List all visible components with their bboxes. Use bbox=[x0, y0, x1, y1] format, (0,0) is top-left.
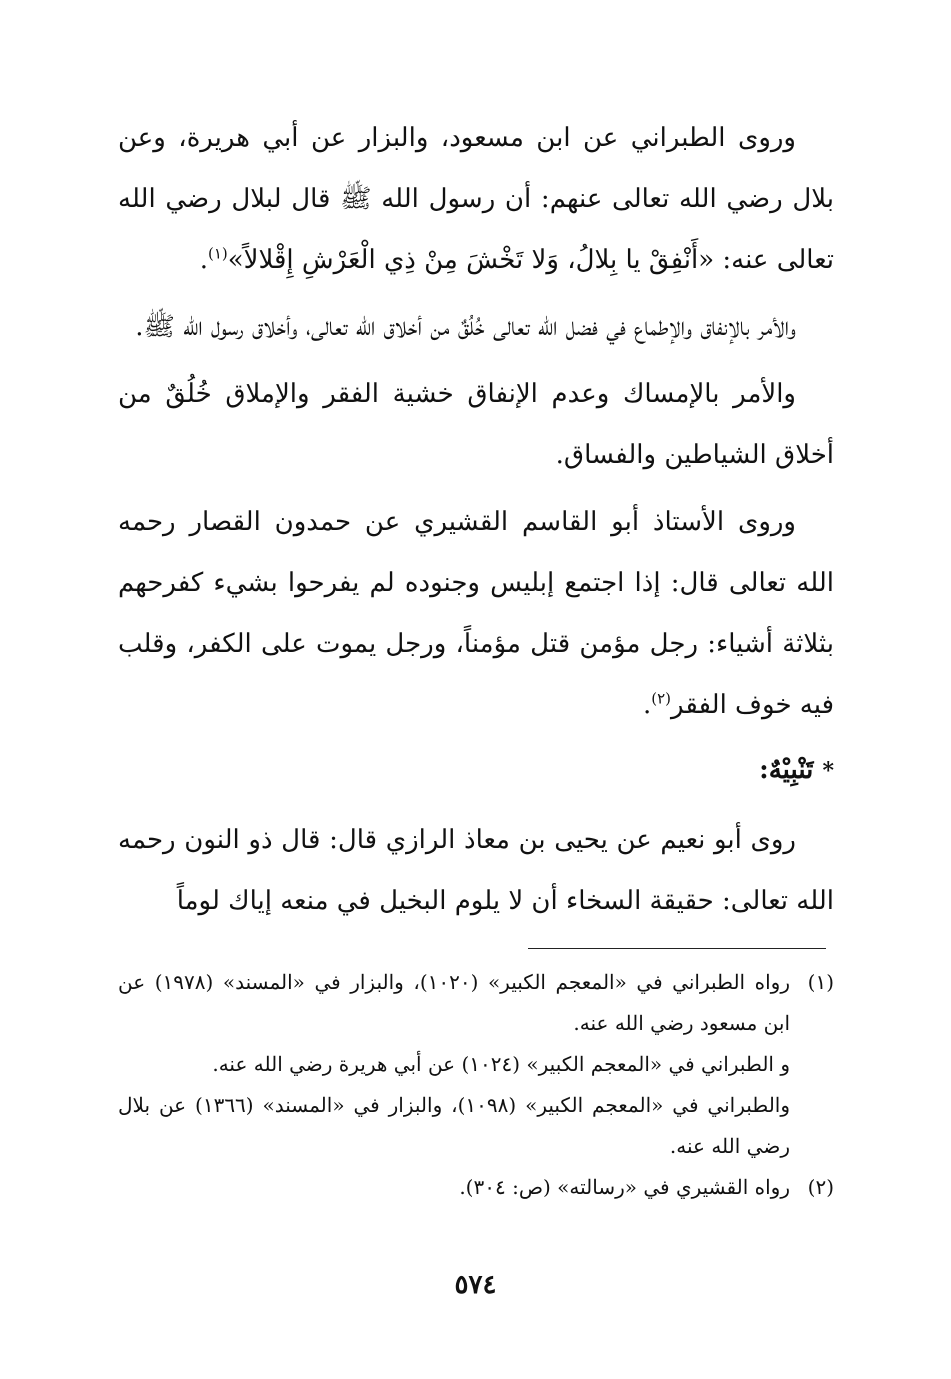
footnote-1-line-1: رواه الطبراني في «المعجم الكبير» (١٠٢٠)، والبزار في «المسند» (١٩٧٨) عن ابن مسعود رضي الله عنه. bbox=[118, 970, 790, 1035]
footnote-ref-1[interactable]: (١) bbox=[207, 244, 228, 263]
footnote-1 bbox=[118, 962, 834, 1044]
paragraph-4-text: وروى الأستاذ أبو القاسم القشيري عن حمدون القصار رحمه الله تعالى قال: إذا اجتمع إبليس وجنوده لم يفرحوا بشيء كفرحهم بثلاثة أشياء: رجل مؤمن قتل مؤمناً، ورجل يموت على الكفر، وقلب فيه خوف الفقر bbox=[118, 507, 834, 720]
paragraph-1-end: . bbox=[199, 245, 208, 275]
paragraph-1 bbox=[118, 108, 834, 291]
paragraph-5 bbox=[118, 810, 834, 932]
paragraph-4-end: . bbox=[642, 690, 652, 720]
paragraph-2 bbox=[118, 297, 834, 358]
star-icon: * bbox=[822, 758, 834, 784]
footnote-1-line-2: و الطبراني في «المعجم الكبير» (١٠٢٤) عن أبي هريرة رضي الله عنه. bbox=[212, 1052, 790, 1076]
paragraph-4 bbox=[118, 492, 834, 736]
paragraph-5-text: روى أبو نعيم عن يحيى بن معاذ الرازي قال: قال ذو النون رحمه الله تعالى: حقيقة السخاء أن لا يلوم البخيل في منعه إياك لوماً bbox=[118, 825, 834, 916]
notice-heading bbox=[118, 740, 834, 802]
paragraph-2-text: والأمر بالإنفاق والإطماع في فضل الله تعالى خُلُقٌ من أخلاق الله تعالى، وأخلاق رسول الله ﷺ. bbox=[135, 312, 796, 342]
paragraph-3-text: والأمر بالإمساك وعدم الإنفاق خشية الفقر والإملاق خُلُقٌ من أخلاق الشياطين والفساق. bbox=[118, 379, 834, 470]
paragraph-1-text: وروى الطبراني عن ابن مسعود، والبزار عن أبي هريرة، وعن بلال رضي الله تعالى عنهم: أن رسول الله ﷺ قال لبلال رضي الله تعالى عنه: «أَنْفِقْ يا بِلالُ، وَلا تَخْشَ مِنْ ذِي الْعَرْشِ إِقْلالاً» bbox=[118, 123, 834, 275]
footnote-1-number: (١) bbox=[807, 970, 834, 994]
footnote-2-text: رواه القشيري في «رسالته» (ص: ٣٠٤). bbox=[459, 1175, 790, 1199]
footnote-1-line-3: والطبراني في «المعجم الكبير» (١٠٩٨)، والبزار في «المسند» (١٣٦٦) عن بلال رضي الله عنه. bbox=[118, 1093, 790, 1158]
footnote-2-number: (٢) bbox=[807, 1175, 834, 1199]
page-number: ٥٧٤ bbox=[454, 1270, 497, 1300]
main-text bbox=[118, 108, 834, 932]
paragraph-3 bbox=[118, 364, 834, 486]
footnote-2 bbox=[118, 1167, 834, 1208]
footnote-separator bbox=[528, 948, 826, 949]
footnote-ref-2[interactable]: (٢) bbox=[651, 689, 671, 708]
footnotes bbox=[118, 962, 834, 1208]
notice-title: تَنْبِيْهٌ: bbox=[759, 755, 814, 785]
